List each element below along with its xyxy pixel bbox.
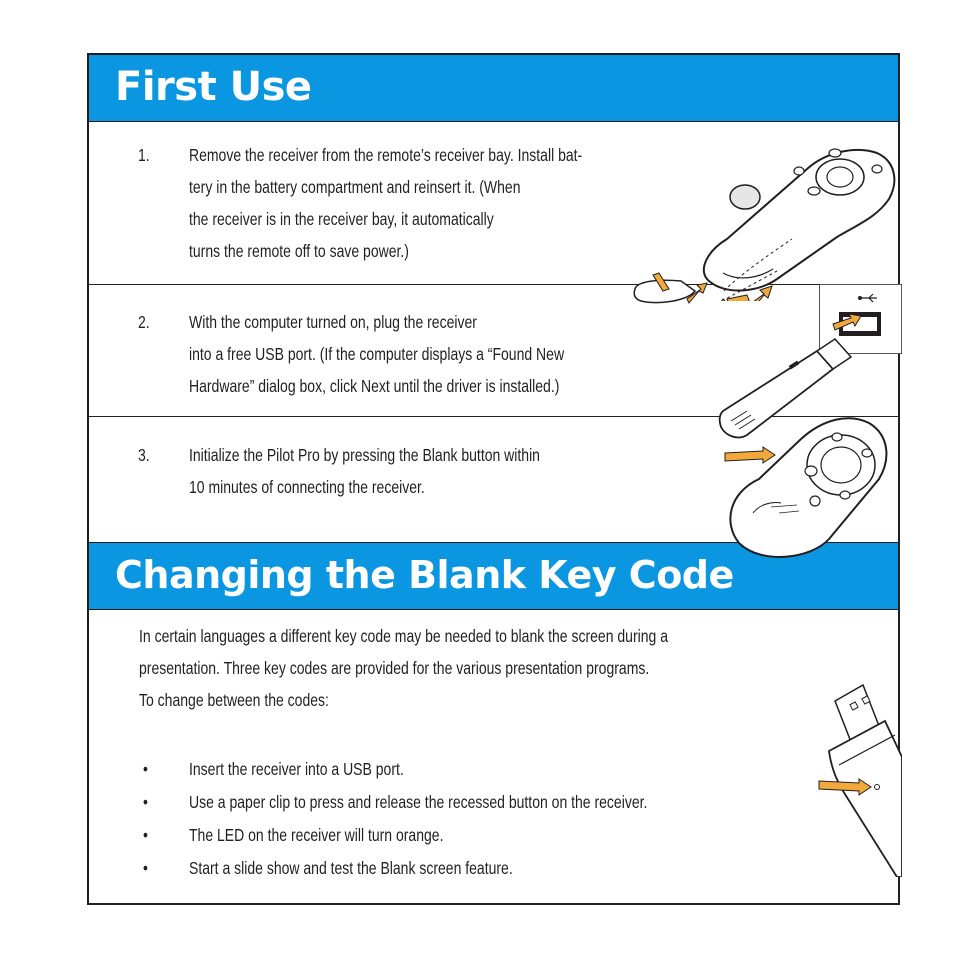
bullet-4-text: Start a slide show and test the Blank screen feature. — [189, 858, 513, 878]
document-frame — [87, 53, 900, 905]
receiver-reset-illustration — [813, 681, 902, 877]
step-1-line-2: tery in the battery compartment and reinsert it. (When — [189, 177, 521, 197]
bullet-3-text: The LED on the receiver will turn orange. — [189, 825, 444, 845]
step-2-number: 2. — [138, 312, 150, 332]
blank-key-title: Changing the Blank Key Code — [115, 553, 734, 597]
receiver-piece-illustration — [629, 265, 709, 313]
step-1-line-1: Remove the receiver from the remote’s receiver bay. Install bat- — [189, 145, 583, 165]
step-1-text — [189, 139, 582, 267]
step-3-number: 3. — [138, 445, 150, 465]
step-3-line-2: 10 minutes of connecting the receiver. — [189, 477, 425, 497]
bullet-2-text: Use a paper clip to press and release the recessed button on the receiver. — [189, 792, 648, 812]
intro-line-2: presentation. Three key codes are provided for the various presentation programs. — [139, 658, 650, 678]
first-use-title: First Use — [115, 64, 312, 110]
step-1-line-3: the receiver is in the receiver bay, it automatically — [189, 209, 494, 229]
remote-blank-button-illustration — [719, 393, 902, 565]
bullet-1-marker: • — [143, 759, 148, 779]
step-2-text — [189, 306, 564, 402]
intro-line-1: In certain languages a different key code may be needed to blank the screen during a — [139, 626, 668, 646]
bullet-4-marker: • — [143, 858, 148, 878]
step-2-line-1: With the computer turned on, plug the receiver — [189, 312, 477, 332]
bullet-2-marker: • — [143, 792, 148, 812]
step-3-line-1: Initialize the Pilot Pro by pressing the Blank button within — [189, 445, 540, 465]
step-1-number: 1. — [138, 145, 150, 165]
bullet-1-text: Insert the receiver into a USB port. — [189, 759, 404, 779]
step-3-text — [189, 439, 540, 503]
step-2-line-3: Hardware” dialog box, click Next until the driver is installed.) — [189, 376, 560, 396]
blank-key-intro — [139, 620, 668, 716]
intro-line-3: To change between the codes: — [139, 690, 329, 710]
bullet-3-marker: • — [143, 825, 148, 845]
step-1-line-4: turns the remote off to save power.) — [189, 241, 409, 261]
first-use-banner — [89, 55, 898, 122]
step-2-line-2: into a free USB port. (If the computer displays a “Found New — [189, 344, 565, 364]
